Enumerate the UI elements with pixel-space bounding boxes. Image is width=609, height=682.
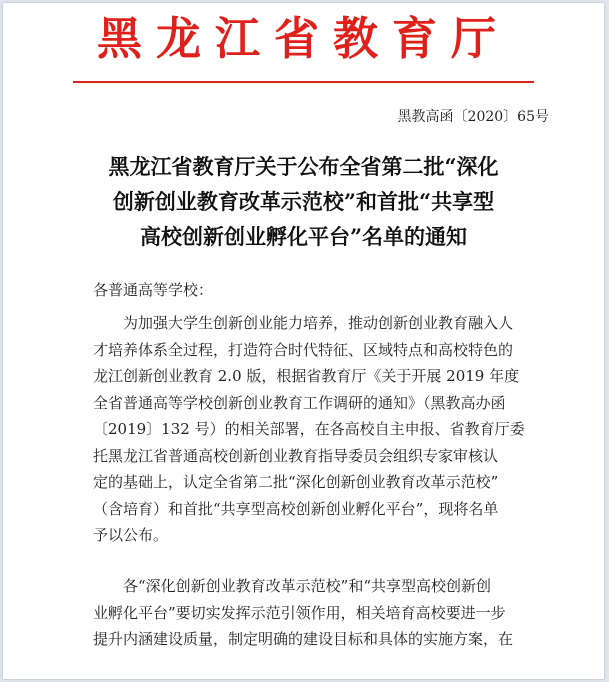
paragraph-line: 予以公布。 <box>93 526 169 544</box>
paragraph-line: 全省普通高等学校创新创业教育工作调研的通知》（黑教高办函 <box>93 393 506 412</box>
body-paragraph-1 <box>93 310 553 549</box>
title-line: 黑龙江省教育厅关于公布全省第二批“深化 <box>108 154 499 179</box>
paragraph-line: 提升内涵建设质量，制定明确的建设目标和具体的实施方案，在 <box>93 630 514 648</box>
notice-title <box>43 149 564 254</box>
red-divider-line <box>73 81 534 83</box>
paragraph-line: 才培养体系全过程，打造符合时代特征、区域特点和高校特色的 <box>93 340 514 359</box>
title-line: 创新创业教育改革示范校”和首批“共享型 <box>112 189 495 214</box>
paragraph-line: 为加强大学生创新创业能力培养，推动创新创业教育融入人 <box>93 314 514 332</box>
paragraph-line: 业孵化平台”要切实发挥示范引领作用，相关培育高校要进一步 <box>93 603 506 622</box>
paragraph-line: 各“深化创新创业教育改革示范校”和“共享型高校创新创 <box>93 577 492 595</box>
paragraph-line: 龙江创新创业教育 2.0 版，根据省教育厅《关于开展 2019 年度 <box>93 367 520 385</box>
title-line: 高校创新创业孵化平台”名单的通知 <box>139 224 468 249</box>
salutation: 各普通高等学校： <box>93 281 214 299</box>
body-paragraph-2 <box>93 573 553 653</box>
paragraph-line: 托黑龙江省普通高校创新创业教育指导委员会组织专家审核认 <box>93 446 499 465</box>
masthead-title: 黑龙江省教育厅 <box>96 12 510 65</box>
paragraph-line: （含培育）和首批“共享型高校创新创业孵化平台”，现将名单 <box>93 499 499 518</box>
document-page <box>3 3 604 679</box>
document-number: 黑教高函〔2020〕65号 <box>397 109 549 125</box>
paragraph-line: 定的基础上，认定全省第二批“深化创新创业教育改革示范校” <box>93 473 499 491</box>
paragraph-line: 〔2019〕132 号）的相关部署，在各高校自主申报、省教育厅委 <box>93 420 525 438</box>
